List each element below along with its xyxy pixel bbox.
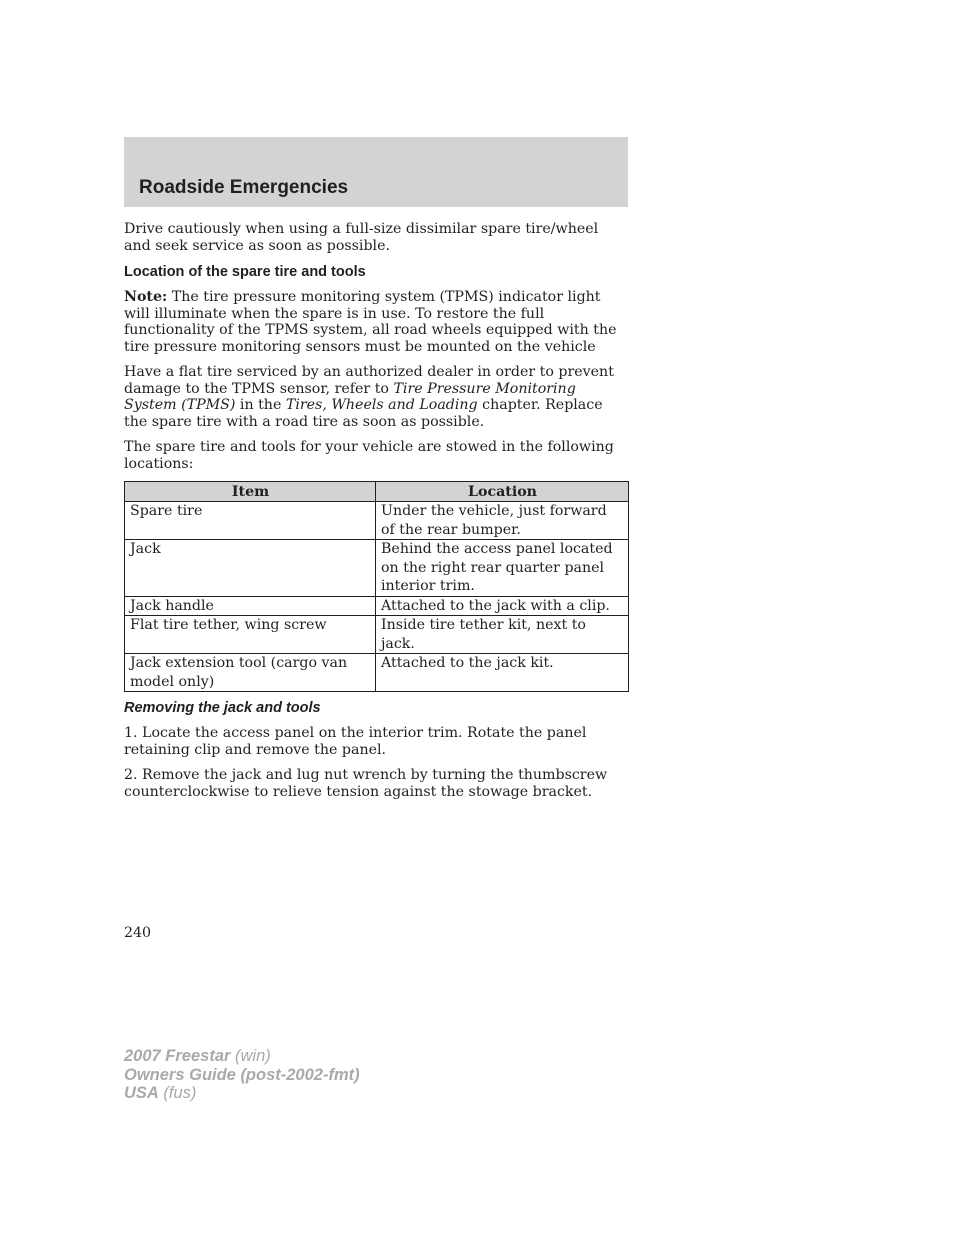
tpms-reference: Tire Pressure Monitoring System (TPMS): [124, 380, 576, 413]
section-header-bar: [124, 137, 628, 207]
dealer-text-b: in the: [235, 397, 286, 413]
table-row: [125, 540, 629, 597]
page-title: Roadside Emergencies: [139, 177, 349, 198]
footer-market: USA: [124, 1084, 159, 1102]
intro-paragraph: Drive cautiously when using a full-size dissimilar spare tire/wheel and seek service as soon as possible.: [124, 221, 599, 254]
document-footer: [124, 1047, 360, 1103]
dealer-service-paragraph: [124, 364, 628, 430]
item-cell: Spare tire: [125, 502, 376, 540]
note-label: Note:: [124, 289, 168, 305]
item-cell: Jack: [125, 540, 376, 597]
note-paragraph: [124, 289, 628, 355]
step-2: 2. Remove the jack and lug nut wrench by turning the thumbscrew counterclockwise to relieve tension against the stowage bracket.: [124, 767, 608, 800]
table-row: [125, 654, 629, 692]
footer-market-code: (fus): [158, 1084, 197, 1102]
column-header-location: Location: [376, 482, 629, 502]
dealer-text-a: Have a flat tire serviced by an authorized dealer in order to prevent damage to the TPMS sensor, refer to: [124, 364, 614, 397]
footer-model: 2007 Freestar: [124, 1047, 231, 1065]
item-cell: Jack extension tool (cargo van model only): [125, 654, 376, 692]
item-cell: Jack handle: [125, 596, 376, 616]
note-text: The tire pressure monitoring system (TPMS) indicator light will illuminate when the spare is in use. To restore the full functionality of the TPMS system, all road wheels equipped with the tire pressure monitoring sensors must be mounted on the vehicle: [124, 289, 617, 355]
dealer-text-c: chapter. Replace the spare tire with a road tire as soon as possible.: [124, 397, 603, 430]
page-number: 240: [124, 925, 152, 941]
table-row: [125, 502, 629, 540]
footer-line-1: [124, 1047, 360, 1066]
stowage-intro-paragraph: The spare tire and tools for your vehicle are stowed in the following locations:: [124, 439, 614, 472]
footer-model-code: (win): [230, 1047, 271, 1065]
section-heading-removing: Removing the jack and tools: [124, 700, 321, 716]
location-cell: Attached to the jack with a clip.: [376, 596, 629, 616]
location-cell: Under the vehicle, just forward of the rear bumper.: [376, 502, 629, 540]
table-row: [125, 596, 629, 616]
location-cell: Behind the access panel located on the right rear quarter panel interior trim.: [376, 540, 629, 597]
chapter-reference: Tires, Wheels and Loading: [285, 397, 478, 413]
table-row: [125, 616, 629, 654]
table-header-row: [125, 482, 629, 502]
footer-line-3: [124, 1084, 360, 1103]
section-heading-location: Location of the spare tire and tools: [124, 264, 366, 280]
main-content: [124, 221, 628, 809]
location-cell: Attached to the jack kit.: [376, 654, 629, 692]
column-header-item: Item: [125, 482, 376, 502]
location-cell: Inside tire tether kit, next to jack.: [376, 616, 629, 654]
footer-line-2: [124, 1066, 360, 1085]
item-cell: Flat tire tether, wing screw: [125, 616, 376, 654]
spare-tire-tools-table: [124, 481, 629, 692]
footer-guide: Owners Guide (post-2002-fmt): [124, 1065, 360, 1084]
step-1: 1. Locate the access panel on the interior trim. Rotate the panel retaining clip and remove the panel.: [124, 725, 587, 758]
